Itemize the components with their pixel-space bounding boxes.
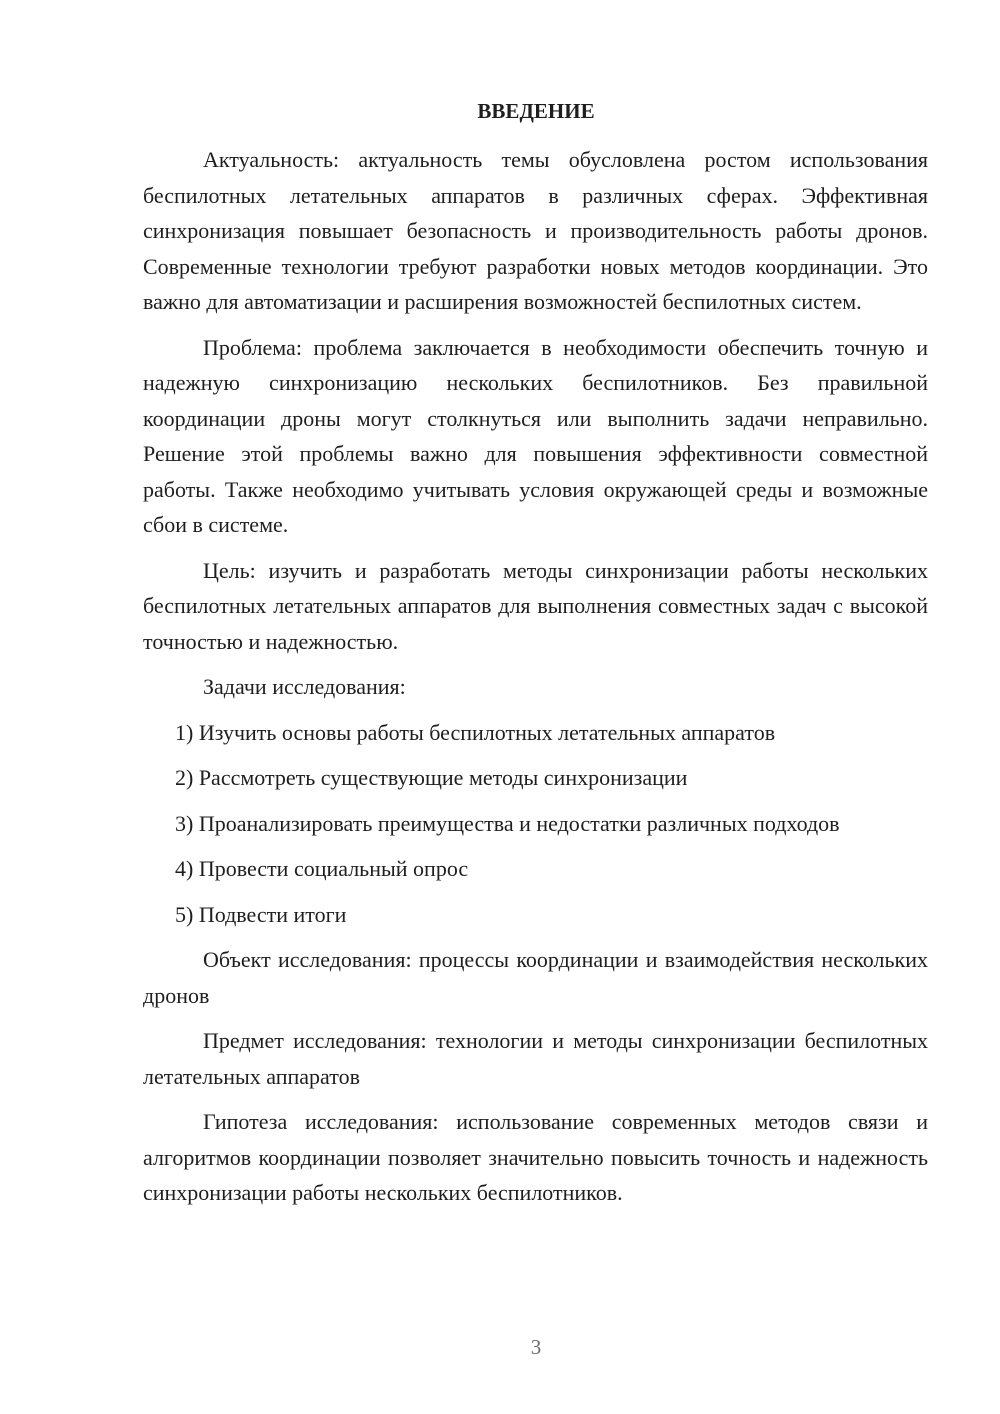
goal-paragraph: Цель: изучить и разработать методы синхронизации работы нескольких беспилотных летательных аппаратов для выполнения совместных задач с высокой точностью и надежностью. bbox=[143, 557, 928, 654]
list-item: 4) Провести социальный опрос bbox=[175, 856, 469, 881]
tasks-list bbox=[143, 715, 928, 933]
tasks-heading: Задачи исследования: bbox=[203, 674, 406, 699]
problem-paragraph: Проблема: проблема заключается в необходимости обеспечить точную и надежную синхронизацию нескольких беспилотников. Без правильной координации дроны могут столкнуться или выполнить задачи неправильно. Решение этой проблемы важно для повышения эффективности совместной работы. Также необходимо учитывать условия окружающей среды и возможные сбои в системе. bbox=[143, 334, 928, 537]
list-item: 5) Подвести итоги bbox=[175, 901, 347, 927]
relevance-paragraph: Актуальность: актуальность темы обусловлена ростом использования беспилотных летательных аппаратов в различных сферах. Эффективная синхронизация повышает безопасность и производительность работы дронов. Современные технологии требуют разработки новых методов координации. Это важно для автоматизации и расширения возможностей беспилотных систем. bbox=[143, 147, 928, 314]
page-title: ВВЕДЕНИЕ bbox=[477, 99, 595, 123]
subject-paragraph: Предмет исследования: технологии и методы синхронизации беспилотных летательных аппаратов bbox=[143, 1028, 928, 1089]
object-paragraph: Объект исследования: процессы координации и взаимодействия нескольких дронов bbox=[143, 947, 928, 1008]
list-item: 1) Изучить основы работы беспилотных летательных аппаратов bbox=[175, 719, 776, 745]
list-item: 2) Рассмотреть существующие методы синхронизации bbox=[175, 765, 688, 790]
hypothesis-paragraph: Гипотеза исследования: использование современных методов связи и алгоритмов координации позволяет значительно повысить точность и надежность синхронизации работы нескольких беспилотников. bbox=[143, 1109, 928, 1205]
list-item: 3) Проанализировать преимущества и недостатки различных подходов bbox=[175, 810, 840, 836]
document-body bbox=[143, 142, 928, 1221]
page-number: 3 bbox=[530, 1335, 542, 1359]
